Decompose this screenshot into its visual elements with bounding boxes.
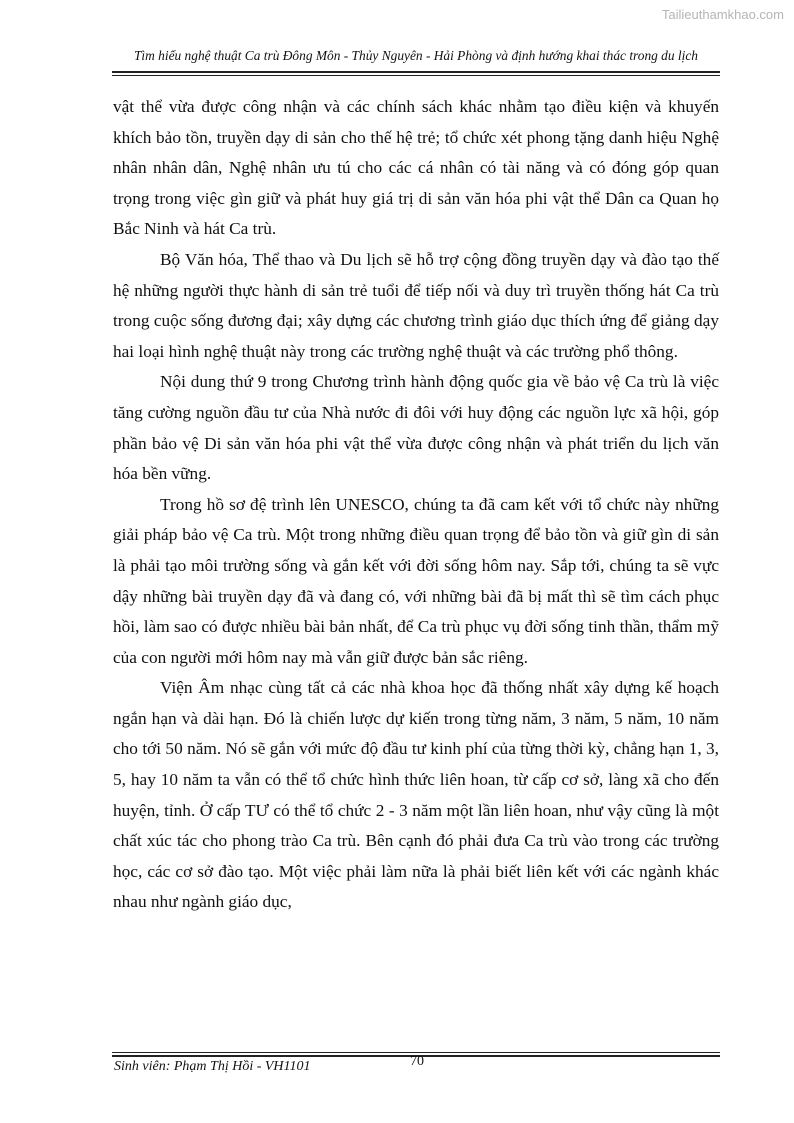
page-number: 70 bbox=[410, 1054, 424, 1069]
paragraph: Viện Âm nhạc cùng tất cả các nhà khoa học đã thống nhất xây dựng kế hoạch ngắn hạn và dài hạn. Đó là chiến lược dự kiến trong từng năm, 3 năm, 5 năm, 10 năm cho tới 50 năm. Nó sẽ gắn với mức độ đầu tư kinh phí của từng thời kỳ, chẳng hạn 1, 3, 5, hay 10 năm ta vẫn có thể tổ chức hình thức liên hoan, từ cấp cơ sở, làng xã cho đến huyện, tỉnh. Ở cấp TƯ có thể tổ chức 2 - 3 năm một lần liên hoan, như vậy cũng là một chất xúc tác cho phong trào Ca trù. Bên cạnh đó phải đưa Ca trù vào trong các trường học, các cơ sở đào tạo. Một việc phải làm nữa là phải biết liên kết với các ngành khác nhau như ngành giáo dục, bbox=[113, 678, 719, 912]
paragraph: Nội dung thứ 9 trong Chương trình hành động quốc gia về bảo vệ Ca trù là việc tăng cường nguồn đầu tư của Nhà nước đi đôi với huy động các nguồn lực xã hội, góp phần bảo vệ Di sản văn hóa phi vật thể vừa được công nhận và phát triển du lịch văn hóa bền vững. bbox=[113, 372, 719, 484]
running-header: Tìm hiểu nghệ thuật Ca trù Đông Môn - Thủy Nguyên - Hải Phòng và định hướng khai thác trong du lịch bbox=[133, 48, 699, 63]
page-body bbox=[113, 92, 719, 918]
paragraph: Bộ Văn hóa, Thể thao và Du lịch sẽ hỗ trợ cộng đồng truyền dạy và đào tạo thế hệ những người thực hành di sản trẻ tuổi để tiếp nối và duy trì truyền thống hát Ca trù trong cuộc sống đương đại; xây dựng các chương trình giáo dục thích ứng để giảng dạy hai loại hình nghệ thuật này trong các trường nghệ thuật và các trường phổ thông. bbox=[113, 249, 719, 361]
watermark-text: Tailieuthamkhao.com bbox=[661, 7, 784, 22]
paragraph: Trong hồ sơ đệ trình lên UNESCO, chúng ta đã cam kết với tổ chức này những giải pháp bảo vệ Ca trù. Một trong những điều quan trọng để bảo tồn và giữ gìn di sản là phải tạo môi trường sống và gắn kết với đời sống hôm nay. Sắp tới, chúng ta sẽ vực dậy những bài truyền dạy đã và đang có, với những bài đã bị mất thì sẽ tìm cách phục hồi, làm sao có được nhiều bài bản nhất, để Ca trù phục vụ đời sống tinh thần, thẩm mỹ của con người mới hôm nay mà vẫn giữ được bản sắc riêng. bbox=[113, 494, 719, 667]
paragraph: vật thể vừa được công nhận và các chính sách khác nhằm tạo điều kiện và khuyến khích bảo tồn, truyền dạy di sản cho thế hệ trẻ; tổ chức xét phong tặng danh hiệu Nghệ nhân nhân dân, Nghệ nhân ưu tú cho các cá nhân có tài năng và có đóng góp quan trọng trong việc gìn giữ và phát huy giá trị di sản văn hóa phi vật thể Dân ca Quan họ Bắc Ninh và hát Ca trù. bbox=[113, 97, 719, 239]
header-divider bbox=[112, 71, 720, 76]
footer-student: Sinh viên: Phạm Thị Hồi - VH1101 bbox=[114, 1059, 311, 1074]
